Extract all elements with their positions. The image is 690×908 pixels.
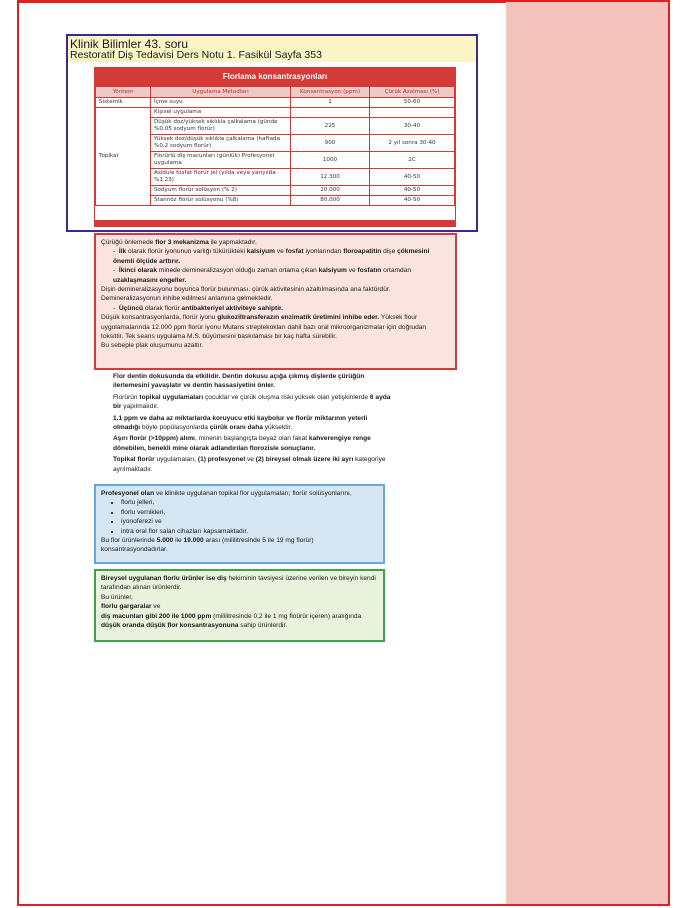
table-cell: Sodyum florür solüsyon (% 2) (151, 186, 291, 196)
dentin-notes (113, 372, 393, 476)
table-cell: Stannöz florür solüsyonu (%8) (151, 196, 291, 206)
table-caption: Florlama konsantrasyonları (95, 68, 455, 86)
note-paragraph: Aşırı florür (>10ppm) alımı, minenin başlangıçta beyaz olan fakat kahverengiye renge dönebilen, benekli mine olarak adlandırılan florozisle sonuçlanır. (113, 435, 371, 452)
list-item: • florlu jelleri, (121, 498, 378, 507)
table-cell: 225 (291, 118, 370, 135)
list-item: • florlu vernikleri, (121, 508, 378, 517)
table-cell: 40-50 (370, 169, 455, 186)
note-paragraph: Florürün topikal uygulamaları çocuklar ve çürük oluşma riski yüksek olan yetişkinlerde 6 ayda bir yapılmalıdır. (113, 393, 391, 411)
table-cell: İçme suyu (151, 98, 291, 108)
fluoride-table (94, 67, 456, 227)
table-cell: 80.000 (291, 196, 370, 206)
mechanism-item-3: - Üçüncü olarak florür antibakteriyel aktiviteye sahiptir. (113, 304, 284, 312)
table-header-row (96, 87, 455, 98)
mechanism-text: Dişin demineralizasyonu boyunca florür bulunması, çürük aktivitesinin azaltılmasında ana faktördür. (101, 286, 391, 294)
professional-list (101, 498, 378, 536)
individual-text: diş macunları gibi 200 ile 1000 ppm (mililitresinde 0,2 ile 1 mg floürür içeren) aralığında düşük oranda düşük flor konsantrasyonuna sahip ürünlerdir. (101, 612, 362, 630)
side-panel (506, 2, 668, 904)
list-item: • intra oral flor salan cihazları kapsamaktadır. (121, 527, 378, 536)
col-header: Konsantrasyon (ppm) (291, 87, 370, 98)
individual-intro: Bireysel uygulanan florlu ürünler ise diş hekiminin tavsiyesi üzerine verilen ve bireyin kendi tarafından alınan ürünlerdir. (101, 575, 376, 592)
table-cell: 900 (291, 135, 370, 152)
table-cell: 50-60 (370, 98, 455, 108)
table-cell (370, 108, 455, 118)
individual-text: Bu ürünler, (101, 593, 133, 601)
table-cell: Kişisel uygulama (151, 108, 291, 118)
mechanism-item-1: - İlk olarak florür iyonunun varlığı tükürükteki kalsiyum ve fosfat iyonlarından floroapatitin dişe çökmesini önemli ölçüde arttırır. (113, 248, 430, 265)
mechanism-text: Demineralizasyonun inhibe edilmesi anlamına gelmektedir. (101, 295, 273, 303)
note-paragraph: Flor dentin dokusunda da etkilidir. Dentin dokusu açığa çıkmış dişlerde çürüğün ilerlemesini yavaşlatır ve dentin hassasiyetini önler. (113, 373, 365, 390)
table-cell: 1 (291, 98, 370, 108)
col-header: Yöntem (96, 87, 151, 98)
table-cell: Asidule fosfat florür jel (yılda veya yarıyılda %1.23) (151, 169, 291, 186)
col-header: Çürük Azalması (%) (370, 87, 455, 98)
table-cell: Florürlü diş macunları (günlük) Profesyonel uygulama (151, 152, 291, 169)
mechanism-item-2: - İkinci olarak minede demineralizasyon olduğu zaman ortama çıkan kalsiyum ve fosfatın ortamdan uzaklaşmasını engeller. (113, 267, 412, 284)
table-row (96, 98, 455, 108)
question-source: Restoratif Diş Tedavisi Ders Notu 1. Fasikül Sayfa 353 (70, 49, 322, 61)
table-cell: 2C (370, 152, 455, 169)
professional-intro: Profesyonel olan ve klinikte uygulanan topikal flor uygulamaları; florür solüsyonlarını, (101, 490, 352, 497)
question-header (68, 36, 476, 62)
table-footer-bar (95, 220, 455, 226)
mechanism-intro: Çürüğü önlemede flor 3 mekanizma ile yapmaktadır. (101, 239, 257, 246)
mechanism-box (94, 233, 457, 370)
table-cell: Topikal (96, 108, 151, 206)
table-cell: 40-50 (370, 186, 455, 196)
individual-box (94, 569, 385, 642)
list-item: • iyonoferezi ve (121, 517, 378, 526)
note-paragraph: Topikal florür uygulamaları, (1) profesyonel ve (2) bireysel olmak üzere iki ayrı kategoriye ayrılmaktadır. (113, 456, 386, 473)
question-title: Klinik Bilimler 43. soru (70, 37, 189, 51)
table-cell: 12.300 (291, 169, 370, 186)
table-cell: 30-40 (370, 118, 455, 135)
table-cell: Yüksek doz/düşük sıklıkla çalkalama (haftada %0.2 sodyum florür) (151, 135, 291, 152)
col-header: Uygulama Metodları (151, 87, 291, 98)
table-cell: 20.000 (291, 186, 370, 196)
professional-concentration: Bu flor ürünlerinde 5.000 ile 19.000 arası (mililitresinde 5 ile 19 mg florür) konsantrasyondadırlar. (101, 537, 314, 554)
concentration-table (95, 86, 455, 206)
professional-box (94, 484, 385, 564)
table-cell: Düşük doz/yüksek sıklıkla çalkalama (günde %0.05 sodyum florür) (151, 118, 291, 135)
mechanism-text: Bu sebeple plak oluşumunu azaltır. (101, 342, 204, 350)
mechanism-text: Düşük konsantrasyonlarda, florür iyonu glukoziltransferazın enzimatik üretimini inhibe eder. Yüksek flour uygulamalarında 12.000 ppm florür iyonu Mutans streptekokları dahil bazı oral mikroorganizmalar için doğrudan toksittir. Tek seans uygulama M.S. büyümesini baskılaması bir kaç hafta sürebilir. (101, 314, 427, 341)
table-cell: 1000 (291, 152, 370, 169)
table-cell: Sistemik (96, 98, 151, 108)
table-cell: 2 yıl sonra 30-40 (370, 135, 455, 152)
individual-text: florlu gargaralar ve (101, 603, 161, 611)
note-paragraph: 1.1 ppm ve daha az miktarlarda koruyucu etki kaybolur ve florür miktarının yeterli olmadığı böyle popülasyonlarda çürük oranı daha yüksektir. (113, 414, 368, 432)
table-row (96, 108, 455, 118)
table-cell (291, 108, 370, 118)
table-cell: 40-50 (370, 196, 455, 206)
